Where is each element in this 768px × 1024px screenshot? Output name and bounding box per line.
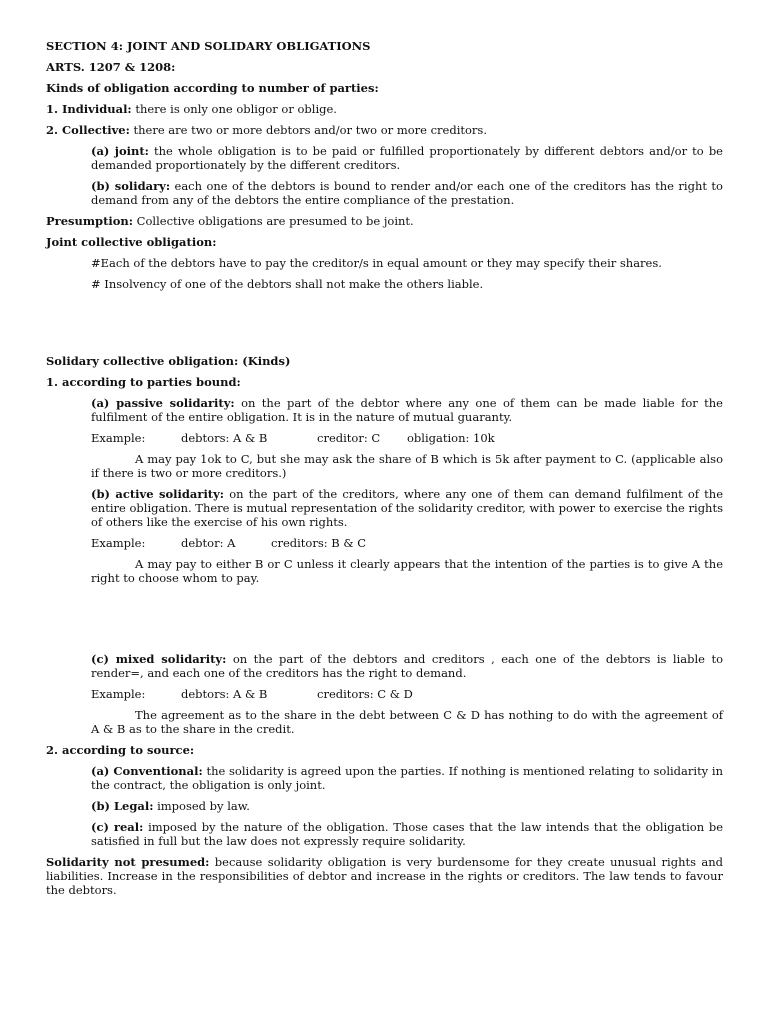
articles-heading: ARTS. 1207 & 1208: bbox=[46, 60, 176, 74]
active-example bbox=[91, 536, 723, 550]
collective-label: 2. Collective: bbox=[46, 123, 130, 137]
presumption-label: Presumption: bbox=[46, 214, 134, 228]
individual-item bbox=[46, 102, 723, 116]
example-debtors: debtors: A & B bbox=[181, 431, 268, 445]
example-debtors: debtors: A & B bbox=[181, 687, 268, 701]
conventional-solidarity bbox=[91, 764, 723, 792]
example-creditor: creditor: C bbox=[317, 431, 381, 445]
real-text: imposed by the nature of the obligation. Those cases that the law intends that the obligation be satisfied in full but the law does not expressly require solidarity. bbox=[91, 820, 723, 848]
conventional-label: (a) Conventional: bbox=[91, 764, 203, 778]
not-presumed-text: because solidarity obligation is very burdensome for they create unusual rights and liabilities. Increase in the responsibilities of debtor and increase in the rights or creditors. The law tends to favour the debtors. bbox=[46, 855, 723, 897]
individual-label: 1. Individual: bbox=[46, 102, 132, 116]
parties-bound-title: 1. according to parties bound: bbox=[46, 375, 241, 389]
legal-text: imposed by law. bbox=[153, 799, 250, 813]
mixed-solidarity bbox=[91, 652, 723, 680]
section-heading: SECTION 4: JOINT AND SOLIDARY OBLIGATIONS bbox=[46, 39, 371, 53]
joint-note: # Insolvency of one of the debtors shall not make the others liable. bbox=[91, 277, 484, 291]
example-creditors: creditors: C & D bbox=[317, 687, 413, 701]
example-label: Example: bbox=[91, 536, 146, 550]
active-explanation: A may pay to either B or C unless it clearly appears that the intention of the parties is to give A the right to choose whom to pay. bbox=[91, 557, 723, 585]
legal-label: (b) Legal: bbox=[91, 799, 154, 813]
joint-definition bbox=[91, 144, 723, 172]
solidary-text: each one of the debtors is bound to render and/or each one of the creditors has the right to demand from any of the debtors the entire compliance of the prestation. bbox=[91, 179, 723, 207]
passive-solidarity bbox=[91, 396, 723, 424]
presumption-text: Collective obligations are presumed to be joint. bbox=[133, 214, 414, 228]
mixed-example bbox=[91, 687, 723, 701]
joint-text: the whole obligation is to be paid or fulfilled proportionately by different debtors and/or to be demanded proportionately by the different creditors. bbox=[91, 144, 723, 172]
passive-example bbox=[91, 431, 723, 445]
passive-text: on the part of the debtor where any one of them can be made liable for the fulfilment of the entire obligation. It is in the nature of mutual guaranty. bbox=[91, 396, 723, 424]
mixed-label: (c) mixed solidarity: bbox=[91, 652, 227, 666]
active-solidarity bbox=[91, 487, 723, 529]
individual-text: there is only one obligor or oblige. bbox=[131, 102, 337, 116]
example-obligation: obligation: 10k bbox=[407, 431, 495, 445]
solidary-definition bbox=[91, 179, 723, 207]
presumption bbox=[46, 214, 723, 228]
example-label: Example: bbox=[91, 431, 146, 445]
passive-explanation: A may pay 1ok to C, but she may ask the share of B which is 5k after payment to C. (applicable also if there is two or more creditors.) bbox=[91, 452, 723, 480]
conventional-text: the solidarity is agreed upon the parties. If nothing is mentioned relating to solidarity in the contract, the obligation is only joint. bbox=[91, 764, 723, 792]
mixed-text: on the part of the debtors and creditors , each one of the debtors is liable to render=, and each one of the creditors has the right to demand. bbox=[91, 652, 723, 680]
joint-collective-title: Joint collective obligation: bbox=[46, 235, 217, 249]
active-text: on the part of the creditors, where any one of them can demand fulfilment of the entire obligation. There is mutual representation of the solidarity creditor, with power to exercise the rights of others like the exercise of his own rights. bbox=[91, 487, 724, 529]
passive-label: (a) passive solidarity: bbox=[91, 396, 235, 410]
mixed-explanation: The agreement as to the share in the debt between C & D has nothing to do with the agreement of A & B as to the share in the credit. bbox=[91, 708, 723, 736]
joint-label: (a) joint: bbox=[91, 144, 149, 158]
document-page bbox=[46, 39, 723, 904]
solidary-title: Solidary collective obligation: (Kinds) bbox=[46, 354, 291, 368]
active-label: (b) active solidarity: bbox=[91, 487, 225, 501]
real-label: (c) real: bbox=[91, 820, 144, 834]
not-presumed bbox=[46, 855, 723, 897]
solidary-label: (b) solidary: bbox=[91, 179, 171, 193]
spacer bbox=[46, 298, 723, 354]
source-title: 2. according to source: bbox=[46, 743, 195, 757]
kinds-title: Kinds of obligation according to number of parties: bbox=[46, 81, 379, 95]
example-label: Example: bbox=[91, 687, 146, 701]
joint-note: #Each of the debtors have to pay the creditor/s in equal amount or they may specify their shares. bbox=[91, 256, 662, 270]
example-debtor: debtor: A bbox=[181, 536, 236, 550]
not-presumed-label: Solidarity not presumed: bbox=[46, 855, 210, 869]
real-solidarity bbox=[91, 820, 723, 848]
spacer bbox=[46, 592, 723, 652]
example-creditors: creditors: B & C bbox=[271, 536, 367, 550]
collective-text: there are two or more debtors and/or two or more creditors. bbox=[129, 123, 487, 137]
legal-solidarity bbox=[91, 799, 723, 813]
collective-item bbox=[46, 123, 723, 137]
